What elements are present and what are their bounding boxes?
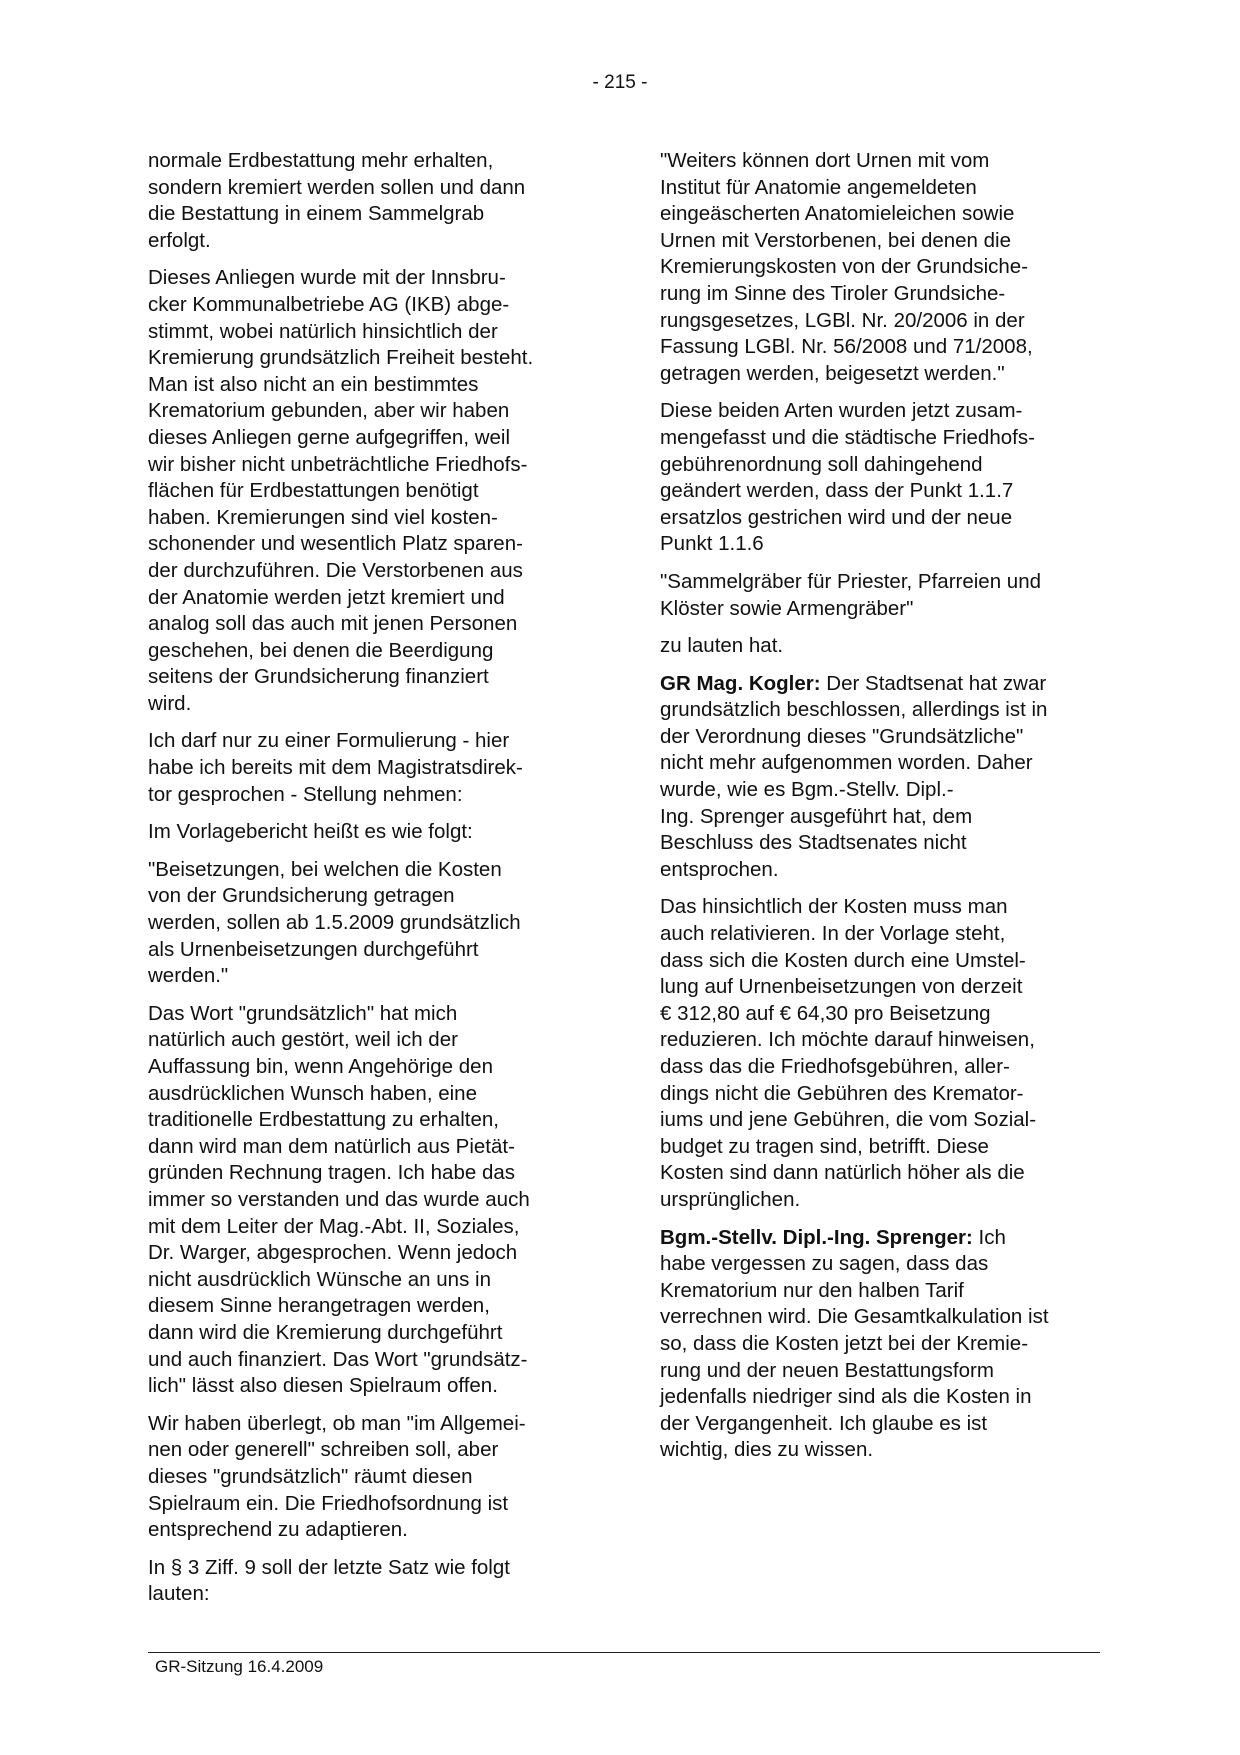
quotation: "Beisetzungen, bei welchen die Kosten von der Grundsicherung getragen werden, sollen ab 1.5.2009 grundsätzlich als Urnenbeisetzungen durchgeführt werden.": [148, 857, 521, 988]
footer-divider: [148, 1652, 1100, 1653]
paragraph: zu lauten hat.: [660, 634, 784, 658]
page-number: - 215 -: [592, 72, 648, 93]
footer-session-label: GR-Sitzung 16.4.2009: [155, 1657, 324, 1676]
paragraph: Dieses Anliegen wurde mit der Innsbru- cker Kommunalbetriebe AG (IKB) abge- stimmt, wobei natürlich hinsichtlich der Kremierung grundsätzlich Freiheit besteht. Man ist also nicht an ein bestimmtes Krematorium gebunden, aber wir haben dieses Anliegen gerne aufgegriffen, weil wir bisher nicht unbeträchtliche Friedhofs- flächen für Erdbestattungen benötigt haben. Kremierungen sind viel kosten- schonender und wesentlich Platz sparen- der durchzuführen. Die Verstorbenen aus der Anatomie werden jetzt kremiert und analog soll das auch mit jenen Personen geschehen, bei denen die Beerdigung seitens der Grundsicherung finanziert wird.: [148, 266, 534, 715]
paragraph: normale Erdbestattung mehr erhalten, sondern kremiert werden sollen und dann die Bestattung in einem Sammelgrab erfolgt.: [148, 149, 526, 252]
speaker-name: GR Mag. Kogler:: [660, 671, 821, 695]
quotation: "Weiters können dort Urnen mit vom Institut für Anatomie angemeldeten eingeäscherten Anatomieleichen sowie Urnen mit Verstorbenen, bei denen die Kremierungskosten von der Grundsiche- rung im Sinne des Tiroler Grundsiche- rungsgesetzes, LGBl. Nr. 20/2006 in der Fassung LGBl. Nr. 56/2008 und 71/2008, getragen werden, beigesetzt werden.": [660, 149, 1033, 385]
speaker-name: Bgm.-Stellv. Dipl.-Ing. Sprenger:: [660, 1225, 973, 1249]
paragraph: Ich darf nur zu einer Formulierung - hier habe ich bereits mit dem Magistratsdirek- tor gesprochen - Stellung nehmen:: [148, 729, 523, 806]
left-column: [148, 148, 588, 1619]
right-column: [660, 148, 1100, 1475]
paragraph: Diese beiden Arten wurden jetzt zusam- mengefasst und die städtische Friedhofs- gebührenordnung soll dahingehend geändert werden, dass der Punkt 1.1.7 ersatzlos gestrichen wird und der neue Punkt 1.1.6: [660, 399, 1035, 556]
quotation: "Sammelgräber für Priester, Pfarreien und Klöster sowie Armengräber": [660, 569, 1042, 620]
speech-paragraph: [660, 1225, 1100, 1464]
paragraph: In § 3 Ziff. 9 soll der letzte Satz wie folgt lauten:: [148, 1555, 510, 1606]
speech-text: Ich habe vergessen zu sagen, dass das Krematorium nur den halben Tarif verrechnen wird. Die Gesamtkalkulation ist so, dass die Kosten jetzt bei der Kremie- rung und der neuen Bestattungsform jedenfalls niedriger sind als die Kosten in der Vergangenheit. Ich glaube es ist wichtig, dies zu wissen.: [660, 1225, 1049, 1462]
speech-paragraph: [660, 671, 1100, 884]
paragraph: Das Wort "grundsätzlich" hat mich natürlich auch gestört, weil ich der Auffassung bin, wenn Angehörige den ausdrücklichen Wunsch haben, eine traditionelle Erdbestattung zu erhalten, dann wird man dem natürlich aus Pietät- gründen Rechnung tragen. Ich habe das immer so verstanden und das wurde auch mit dem Leiter der Mag.-Abt. II, Soziales, Dr. Warger, abgesprochen. Wenn jedoch nicht ausdrücklich Wünsche an uns in diesem Sinne herangetragen werden, dann wird die Kremierung durchgeführt und auch finanziert. Das Wort "grundsätz- lich" lässt also diesen Spielraum offen.: [148, 1001, 530, 1398]
paragraph: Im Vorlagebericht heißt es wie folgt:: [148, 820, 473, 844]
paragraph: Das hinsichtlich der Kosten muss man auch relativieren. In der Vorlage steht, dass sich die Kosten durch eine Umstel- lung auf Urnenbeisetzungen von derzeit € 312,80 auf € 64,30 pro Beisetzung reduzieren. Ich möchte darauf hinweisen, dass das die Friedhofsgebühren, aller- dings nicht die Gebühren des Kremator- iums und jene Gebühren, die vom Sozial- budget zu tragen sind, betrifft. Diese Kosten sind dann natürlich höher als die ursprünglichen.: [660, 895, 1037, 1211]
speech-text: Der Stadtsenat hat zwar grundsätzlich beschlossen, allerdings ist in der Verordnung dieses "Grundsätzliche" nicht mehr aufgenommen worden. Daher wurde, wie es Bgm.-Stellv. Dipl.- Ing. Sprenger ausgeführt hat, dem Beschluss des Stadtsenates nicht entsprochen.: [660, 671, 1048, 881]
paragraph: Wir haben überlegt, ob man "im Allgemei- nen oder generell" schreiben soll, aber dieses "grundsätzlich" räumt diesen Spielraum ein. Die Friedhofsordnung ist entsprechend zu adaptieren.: [148, 1411, 526, 1542]
